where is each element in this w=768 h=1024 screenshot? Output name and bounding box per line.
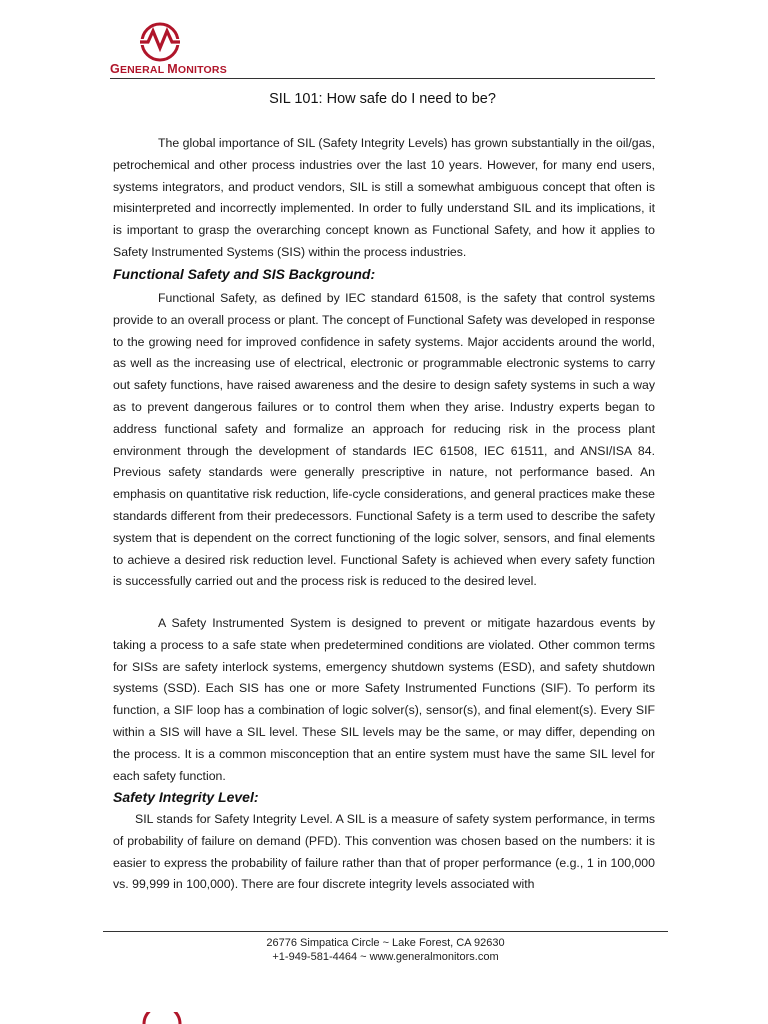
page-title: SIL 101: How safe do I need to be? [269, 91, 496, 107]
brand-logo [110, 22, 227, 78]
functional-safety-block [113, 288, 655, 593]
gm-logo-icon [138, 22, 182, 62]
next-page-logo-icon [140, 1012, 184, 1024]
sis-paragraph: A Safety Instrumented System is designed to prevent or mitigate hazardous events by taking a process to a safe state when predetermined conditions are violated. Other common terms for SISs are safety interlock systems, emergency shutdown systems (ESD), and safety shutdown systems (SSD). Each SIS has one or more Safety Instrumented Functions (SIF). To perform its function, a SIF loop has a combination of logic solver(s), sensor(s), and final element(s). Every SIF within a SIS will have a SIL level. These SIL levels may be the same, or may differ, depending on the process. It is a common misconception that an entire system must have the same SIL level for each safety function. [113, 616, 655, 783]
brand-name: GENERAL MONITORS [110, 62, 227, 76]
header-divider [110, 78, 655, 79]
sil-block [113, 809, 655, 896]
footer-address: 26776 Simpatica Circle ~ Lake Forest, CA 92630 [266, 937, 505, 949]
sil-paragraph: SIL stands for Safety Integrity Level. A SIL is a measure of safety system performance, in terms of probability of failure on demand (PFD). This convention was chosen based on the numbers: it is easier to express the probability of failure rather than that of proper performance (e.g., 1 in 100,000 vs. 99,999 in 100,000). There are four discrete integrity levels associated with [113, 812, 655, 892]
section-heading-sil: Safety Integrity Level: [113, 789, 259, 805]
section-heading-functional-safety: Functional Safety and SIS Background: [113, 266, 376, 282]
footer-divider [103, 931, 668, 932]
intro-paragraph: The global importance of SIL (Safety Integrity Levels) has grown substantially in the oil/gas, petrochemical and other process industries over the last 10 years. However, for many end users, systems integrators, and product vendors, SIL is still a somewhat ambiguous concept that often is misinterpreted and incorrectly implemented. In order to fully understand SIL and its implications, it is important to grasp the overarching concept known as Functional Safety, and how it applies to Safety Instrumented Systems (SIS) within the process industries. [113, 136, 655, 259]
intro-block [113, 133, 655, 264]
sis-block [113, 613, 655, 787]
functional-safety-paragraph: Functional Safety, as defined by IEC standard 61508, is the safety that control systems provide to an overall process or plant. The concept of Functional Safety was developed in response to the growing need for improved confidence in safety systems. Major accidents around the world, as well as the increasing use of electrical, electronic or programmable electronic systems to carry out safety functions, have raised awareness and the desire to design safety systems in such a way as to prevent dangerous failures or to control them when they arise. Industry experts began to address functional safety and formalize an approach for reducing risk in the process plant environment through the development of standards IEC 61508, IEC 61511, and ANSI/ISA 84. Previous safety standards were generally prescriptive in nature, not performance based. An emphasis on quantitative risk reduction, life-cycle considerations, and general practices make these standards different from their predecessors. Functional Safety is a term used to describe the safety system that is dependent on the correct functioning of the logic solver, sensors, and final elements to achieve a desired risk reduction level. Functional Safety is achieved when every safety function is successfully carried out and the process risk is reduced to the desired level. [113, 291, 655, 589]
footer-contact: +1-949-581-4464 ~ www.generalmonitors.com [272, 951, 499, 963]
